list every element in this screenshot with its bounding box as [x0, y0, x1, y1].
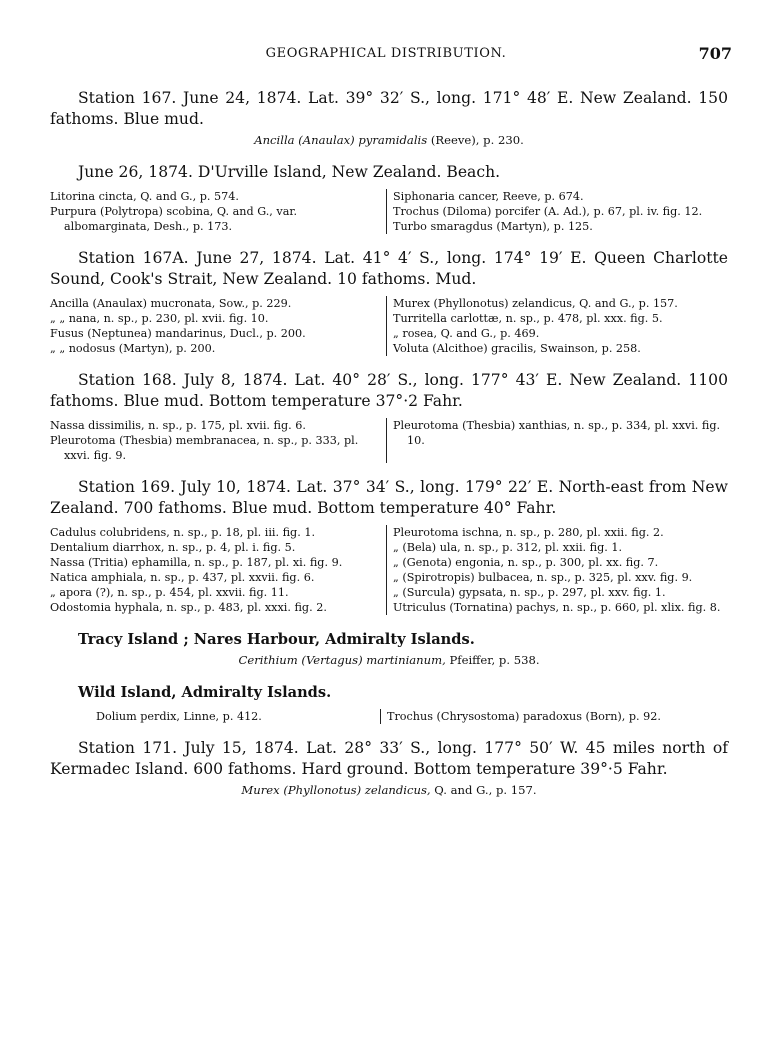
page-content [50, 88, 728, 798]
species-entry: „ (Surcula) gypsata, n. sp., p. 297, pl. xxv. fig. 1. [393, 586, 666, 599]
station-167-species [50, 132, 728, 148]
tracy-island-heading: Tracy Island ; Nares Harbour, Admiralty Islands. [78, 631, 475, 648]
species-entry: „ rosea, Q. and G., p. 469. [393, 327, 540, 340]
right-column [386, 418, 728, 463]
species-entry: Dentalium diarrhox, n. sp., p. 4, pl. i. fig. 5. [50, 541, 296, 554]
species-entry: Pleurotoma (Thesbia) xanthias, n. sp., p. 334, pl. xxvi. fig. 10. [393, 419, 721, 447]
durville-heading: June 26, 1874. D'Urville Island, New Zealand. Beach. [78, 163, 501, 181]
species-entry: „ „ nana, n. sp., p. 230, pl. xvii. fig. 10. [50, 312, 269, 325]
station-167a-heading: Station 167A. June 27, 1874. Lat. 41° 4′ S., long. 174° 19′ E. Queen Charlotte Sound, Cook's Strait, New Zealand. 10 fathoms. Mud. [50, 249, 728, 288]
species-entry: Murex (Phyllonotus) zelandicus, Q. and G., p. 157. [393, 297, 678, 310]
station-171-species [50, 782, 728, 798]
species-entry: „ (Bela) ula, n. sp., p. 312, pl. xxii. fig. 1. [393, 541, 623, 554]
tracy-island-species [50, 652, 728, 668]
species-entry: Voluta (Alcithoe) gracilis, Swainson, p. 258. [393, 342, 641, 355]
station-169-heading: Station 169. July 10, 1874. Lat. 37° 34′ S., long. 179° 22′ E. North-east from New Zealand. 700 fathoms. Blue mud. Bottom temperature 40° Fahr. [50, 478, 728, 517]
species-entry: Litorina cincta, Q. and G., p. 574. [50, 190, 239, 203]
right-column [386, 525, 728, 615]
species-entry: Turbo smaragdus (Martyn), p. 125. [393, 220, 593, 233]
species-entry: Ancilla (Anaulax) mucronata, Sow., p. 229. [50, 297, 292, 310]
species-entry: Turritella carlottæ, n. sp., p. 478, pl. xxx. fig. 5. [393, 312, 663, 325]
station-169-species-columns [50, 525, 728, 615]
wild-island-heading: Wild Island, Admiralty Islands. [78, 684, 332, 701]
species-entry: „ apora (?), n. sp., p. 454, pl. xxvii. fig. 11. [50, 586, 289, 599]
species-entry: Fusus (Neptunea) mandarinus, Ducl., p. 200. [50, 327, 306, 340]
species-name: Murex (Phyllonotus) zelandicus, [241, 783, 431, 797]
species-reference: (Reeve), p. 230. [430, 133, 524, 147]
species-entry: „ (Genota) engonia, n. sp., p. 300, pl. xx. fig. 7. [393, 556, 659, 569]
left-column [50, 189, 386, 234]
species-entry: „ „ nodosus (Martyn), p. 200. [50, 342, 216, 355]
species-entry: Utriculus (Tornatina) pachys, n. sp., p. 660, pl. xlix. fig. 8. [393, 601, 721, 614]
running-title: GEOGRAPHICAL DISTRIBUTION. [265, 46, 507, 61]
page-header [40, 46, 732, 68]
species-entry: Odostomia hyphala, n. sp., p. 483, pl. xxxi. fig. 2. [50, 601, 327, 614]
station-168-heading: Station 168. July 8, 1874. Lat. 40° 28′ S., long. 177° 43′ E. New Zealand. 1100 fathoms. Blue mud. Bottom temperature 37°·2 Fahr. [50, 371, 728, 410]
species-entry: Natica amphiala, n. sp., p. 437, pl. xxvii. fig. 6. [50, 571, 315, 584]
durville-species-columns [50, 189, 728, 234]
species-entry: Pleurotoma ischna, n. sp., p. 280, pl. xxii. fig. 2. [393, 526, 664, 539]
species-name: Cerithium (Vertagus) martinianum, [238, 653, 446, 667]
station-171-heading: Station 171. July 15, 1874. Lat. 28° 33′ S., long. 177° 50′ W. 45 miles north of Kermadec Island. 600 fathoms. Hard ground. Bottom temperature 39°·5 Fahr. [50, 739, 728, 778]
species-entry: Pleurotoma (Thesbia) membranacea, n. sp., p. 333, pl. xxvi. fig. 9. [50, 434, 359, 462]
species-reference: Q. and G., p. 157. [434, 783, 537, 797]
left-column [50, 296, 386, 356]
station-167a-species-columns [50, 296, 728, 356]
species-name: Ancilla (Anaulax) pyramidalis [254, 133, 428, 147]
species-reference: Pfeiffer, p. 538. [449, 653, 540, 667]
page-number: 707 [698, 44, 732, 63]
species-entry: Trochus (Diloma) porcifer (A. Ad.), p. 67, pl. iv. fig. 12. [393, 205, 703, 218]
species-entry: Nassa dissimilis, n. sp., p. 175, pl. xvii. fig. 6. [50, 419, 306, 432]
right-column [386, 189, 728, 234]
species-entry: „ (Spirotropis) bulbacea, n. sp., p. 325, pl. xxv. fig. 9. [393, 571, 693, 584]
left-column [50, 525, 386, 615]
left-column [50, 418, 386, 463]
species-entry: Siphonaria cancer, Reeve, p. 674. [393, 190, 584, 203]
wild-island-species [50, 709, 728, 724]
species-entry: Nassa (Tritia) ephamilla, n. sp., p. 187, pl. xi. fig. 9. [50, 556, 343, 569]
station-167-heading: Station 167. June 24, 1874. Lat. 39° 32′ S., long. 171° 48′ E. New Zealand. 150 fathoms. Blue mud. [50, 89, 728, 128]
species-entry: Trochus (Chrysostoma) paradoxus (Born), p. 92. [380, 709, 728, 724]
species-entry: Dolium perdix, Linne, p. 412. [96, 710, 262, 723]
species-entry: Purpura (Polytropa) scobina, Q. and G., var. albomarginata, Desh., p. 173. [50, 205, 298, 233]
right-column [386, 296, 728, 356]
species-entry: Cadulus colubridens, n. sp., p. 18, pl. iii. fig. 1. [50, 526, 316, 539]
station-168-species-columns [50, 418, 728, 463]
